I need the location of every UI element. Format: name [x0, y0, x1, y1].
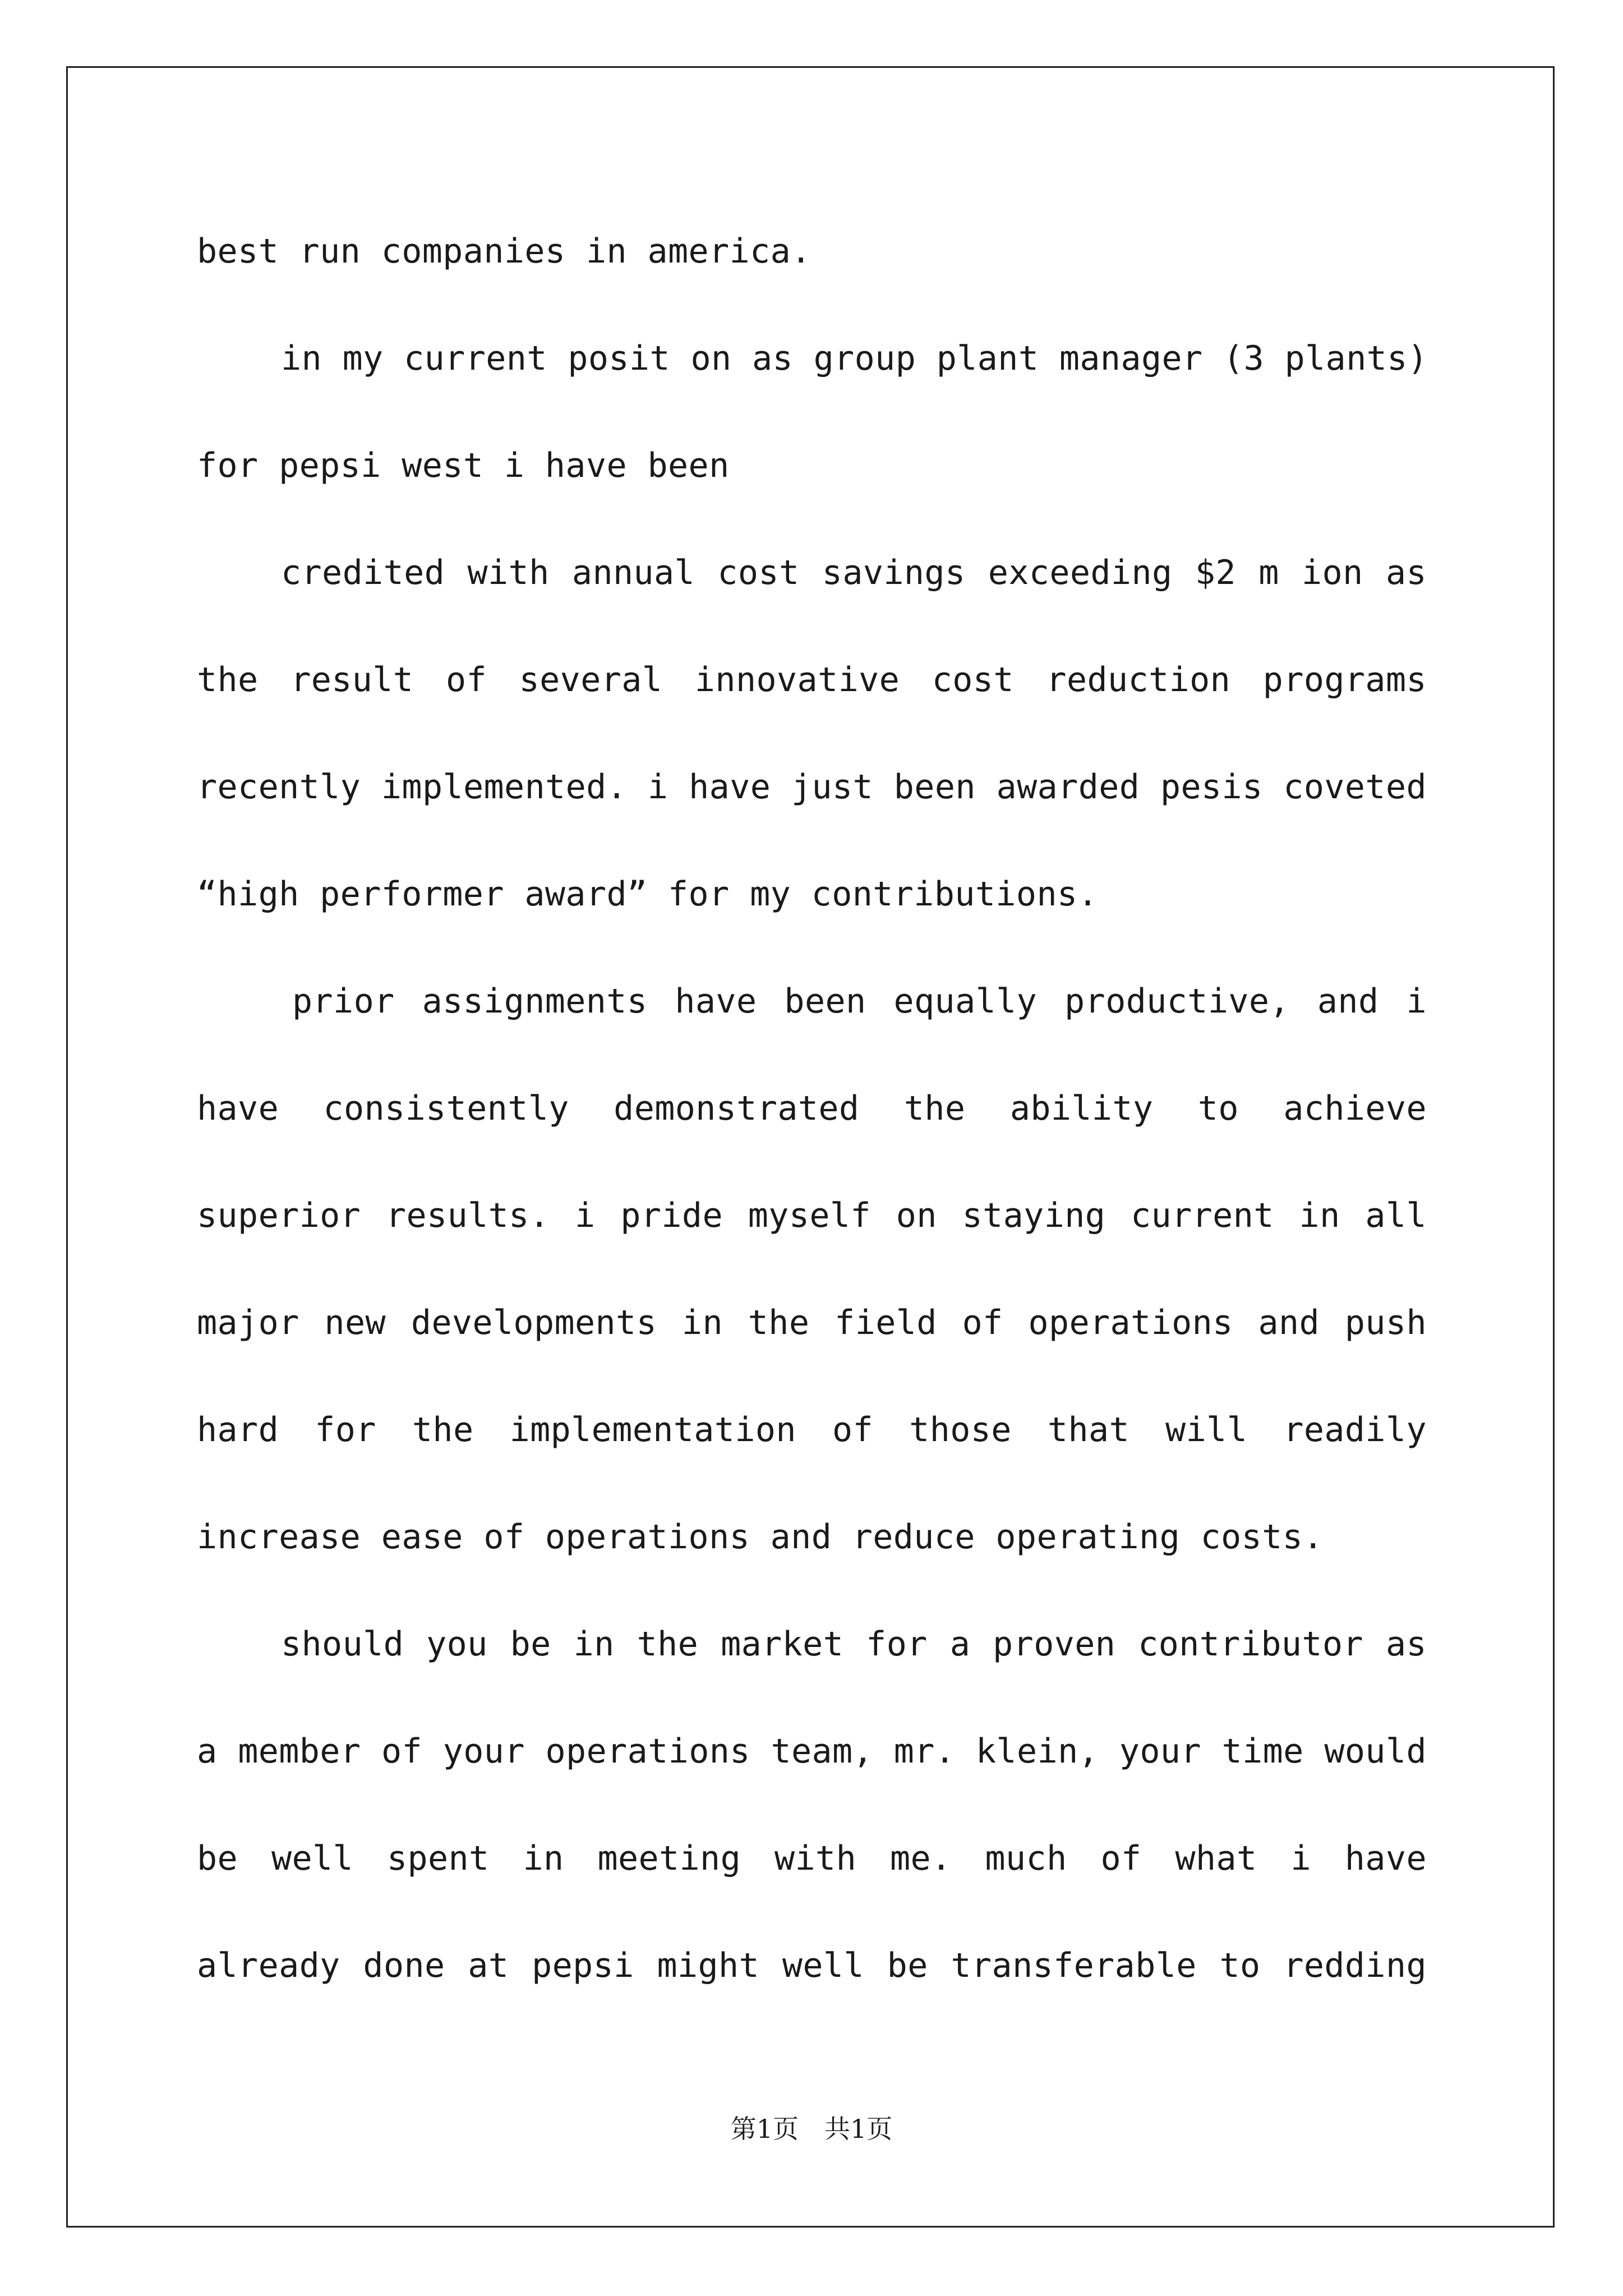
text-line: best run companies in america. — [197, 232, 811, 271]
text-line: for pepsi west i have been — [197, 446, 730, 485]
text-line: recently implemented. i have just been awarded pesis coveted — [197, 767, 1427, 807]
text-line: a member of your operations team, mr. klein, your time would — [197, 1732, 1427, 1771]
text-line: hard for the implementation of those that will readily — [197, 1410, 1427, 1450]
text-line: already done at pepsi might well be transferable to redding — [197, 1946, 1427, 1985]
page-footer — [0, 2112, 1623, 2146]
text-line: have consistently demonstrated the ability to achieve — [197, 1089, 1427, 1128]
text-line: should you be in the market for a proven contributor as — [281, 1625, 1427, 1664]
text-line: be well spent in meeting with me. much of what i have — [197, 1839, 1427, 1878]
text-line: credited with annual cost savings exceeding $2 m ion as — [281, 553, 1427, 592]
text-line: the result of several innovative cost reduction programs — [197, 660, 1427, 700]
page-border — [66, 66, 1555, 2228]
page-number-label: 第1页 共1页 — [730, 2114, 893, 2144]
text-line: major new developments in the field of operations and push — [197, 1303, 1427, 1342]
text-line: prior assignments have been equally productive, and i — [292, 982, 1427, 1021]
text-line: increase ease of operations and reduce operating costs. — [197, 1517, 1324, 1557]
text-line: in my current posit on as group plant manager (3 plants) — [281, 339, 1428, 378]
text-line: superior results. i pride myself on staying current in all — [197, 1196, 1427, 1235]
text-line: “high performer award” for my contributions. — [197, 875, 1099, 914]
